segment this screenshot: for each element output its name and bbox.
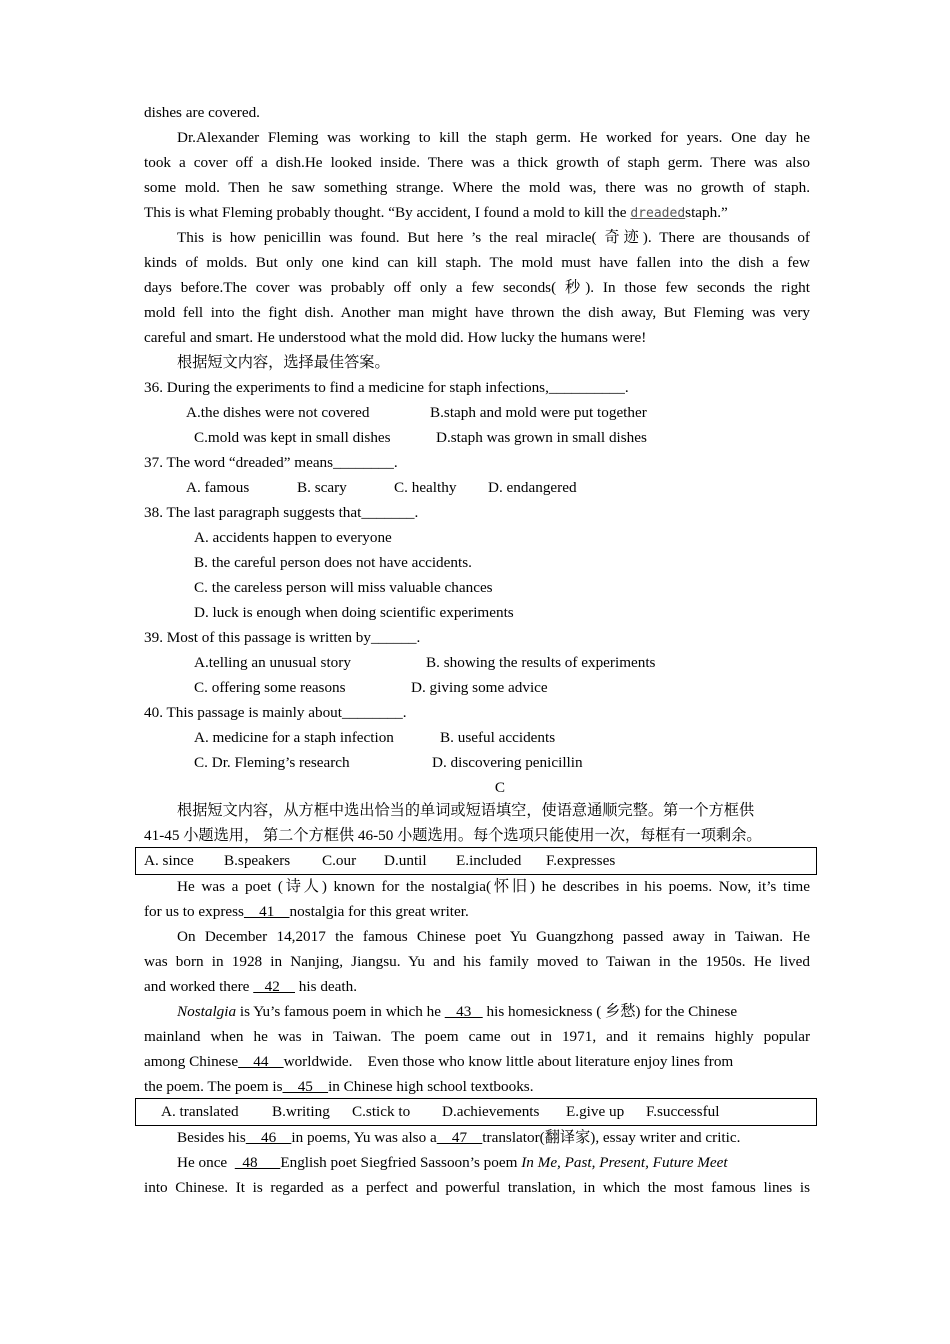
paragraph-line: mainland when he was in Taiwan. The poem came out in 1971, and it remains highly popular (144, 1028, 810, 1045)
paragraph-line: into Chinese. It is regarded as a perfect and powerful translation, in which the most famous lines is (144, 1179, 810, 1196)
text-run: This is what Fleming probably thought. “By accident, I found a mold to kill the (144, 204, 631, 221)
question-36: 36. During the experiments to find a medicine for staph infections,__________. (144, 379, 629, 396)
word-option: C.our (322, 852, 357, 869)
option-39-b: B. showing the results of experiments (426, 654, 656, 671)
option-39-a: A.telling an unusual story (194, 654, 351, 671)
option-38-c: C. the careless person will miss valuable chances (194, 579, 493, 596)
instruction-text: 41-45 小题选用， 第二个方框供 46-50 小题选用。每个选项只能使用一次，每框有一项剩余。 (144, 827, 762, 844)
paragraph-line: This is how penicillin was found. But here ’s the real miracle( 奇迹). There are thousands of (177, 229, 810, 246)
text-run: Besides his (177, 1129, 246, 1146)
paragraph-line (144, 977, 357, 997)
paragraph-line (144, 1077, 534, 1097)
word-box-1 (135, 847, 817, 875)
word-option: A. since (144, 852, 194, 869)
question-39: 39. Most of this passage is written by______. (144, 629, 421, 646)
option-40-c: C. Dr. Fleming’s research (194, 754, 350, 771)
option-37-a: A. famous (186, 479, 250, 496)
option-38-d: D. luck is enough when doing scientific experiments (194, 604, 514, 621)
paragraph-line: kinds of molds. But only one kind can kill staph. The mold must have fallen into the dish a few (144, 254, 810, 271)
highlighted-word-dreaded: dreaded (630, 206, 686, 221)
text-run: nostalgia for this great writer. (289, 903, 469, 920)
option-39-c: C. offering some reasons (194, 679, 346, 696)
option-37-d: D. endangered (488, 479, 577, 496)
word-option: B.writing (272, 1103, 330, 1120)
question-37: 37. The word “dreaded” means________. (144, 454, 398, 471)
paragraph-line: took a cover off a dish.He looked inside. There was a thick growth of staph germ. There was also (144, 154, 810, 171)
text-run: English poet Siegfried Sassoon’s poem (280, 1154, 522, 1171)
text-run: staph.” (685, 204, 728, 221)
option-37-c: C. healthy (394, 479, 457, 496)
paragraph-line: On December 14,2017 the famous Chinese poet Yu Guangzhong passed away in Taiwan. He (177, 928, 810, 945)
paragraph-line (177, 1002, 737, 1022)
word-option: F.successful (646, 1103, 720, 1120)
word-box-2 (135, 1098, 817, 1126)
word-option: E.included (456, 852, 522, 869)
text-run: is Yu’s famous poem in which he (236, 1003, 445, 1020)
blank-45: 45 (282, 1078, 329, 1095)
option-36-c: C.mold was kept in small dishes (194, 429, 391, 446)
paragraph-line: some mold. Then he saw something strange. Where the mold was, there was no growth of staph. (144, 179, 810, 196)
option-36-b: B.staph and mold were put together (430, 404, 647, 421)
option-38-a: A. accidents happen to everyone (194, 529, 392, 546)
option-39-d: D. giving some advice (411, 679, 548, 696)
option-40-a: A. medicine for a staph infection (194, 729, 394, 746)
option-40-d: D. discovering penicillin (432, 754, 583, 771)
paragraph-line (177, 1128, 740, 1148)
paragraph-line (177, 1153, 728, 1173)
question-38: 38. The last paragraph suggests that_______. (144, 504, 419, 521)
text-run: his death. (295, 978, 358, 995)
option-38-b: B. the careful person does not have accidents. (194, 554, 472, 571)
paragraph-line (144, 1052, 733, 1072)
option-37-b: B. scary (297, 479, 347, 496)
text-run: worldwide. Even those who know little about literature enjoy lines from (283, 1053, 734, 1070)
word-option: F.expresses (546, 852, 616, 869)
paragraph-line (144, 902, 469, 922)
blank-41: 41 (243, 903, 290, 920)
text-run: for us to express (144, 903, 244, 920)
paragraph-line: He was a poet (诗人) known for the nostalgia(怀旧) he describes in his poems. Now, it’s time (177, 878, 810, 895)
word-option: B.speakers (224, 852, 291, 869)
poem-title: In Me, Past, Present, Future Meet (521, 1154, 728, 1171)
paragraph-line: days before.The cover was probably off only a few seconds( 秒). In those few seconds the right (144, 279, 810, 296)
text-run: among Chinese (144, 1053, 239, 1070)
section-heading: C (494, 779, 506, 796)
paragraph-line: careful and smart. He understood what the mold did. How lucky the humans were! (144, 329, 647, 346)
poem-title: Nostalgia (177, 1003, 237, 1020)
option-40-b: B. useful accidents (440, 729, 556, 746)
option-36-d: D.staph was grown in small dishes (436, 429, 647, 446)
instruction-text: 根据短文内容，从方框中选出恰当的单词或短语填空，使语意通顺完整。第一个方框供 (177, 802, 755, 819)
text-run: in poems, Yu was also a (291, 1129, 437, 1146)
paragraph-line: Dr.Alexander Fleming was working to kill the staph germ. He worked for years. One day he (177, 129, 810, 146)
paragraph-line (144, 203, 728, 224)
paragraph-line: mold fell into the fight dish. Another man might have thrown the dish away, But Fleming was very (144, 304, 810, 321)
option-36-a: A.the dishes were not covered (186, 404, 370, 421)
word-option: E.give up (566, 1103, 625, 1120)
question-40: 40. This passage is mainly about________. (144, 704, 407, 721)
instruction-text: 根据短文内容，选择最佳答案。 (177, 354, 390, 371)
word-option: C.stick to (352, 1103, 411, 1120)
text-run: translator(翻译家), essay writer and critic. (482, 1129, 741, 1146)
paragraph-line: was born in 1928 in Nanjing, Jiangsu. Yu and his family moved to Taiwan in the 1950s. He lived (144, 953, 810, 970)
text-run: his homesickness ( 乡愁) for the Chinese (482, 1003, 738, 1020)
text-run: He once (177, 1154, 235, 1171)
text-run: the poem. The poem is (144, 1078, 283, 1095)
text-run: in Chinese high school textbooks. (328, 1078, 534, 1095)
text-run: and worked there (144, 978, 254, 995)
paragraph-line: dishes are covered. (144, 104, 260, 121)
word-option: D.achievements (442, 1103, 540, 1120)
blank-43: 43 (444, 1003, 483, 1020)
blank-44: 44 (238, 1053, 284, 1070)
blank-42: 42 (253, 978, 295, 995)
word-option: D.until (384, 852, 427, 869)
blank-48: 48 (234, 1154, 281, 1171)
blank-46: 46 (245, 1129, 292, 1146)
blank-47: 47 (436, 1129, 483, 1146)
word-option: A. translated (161, 1103, 239, 1120)
